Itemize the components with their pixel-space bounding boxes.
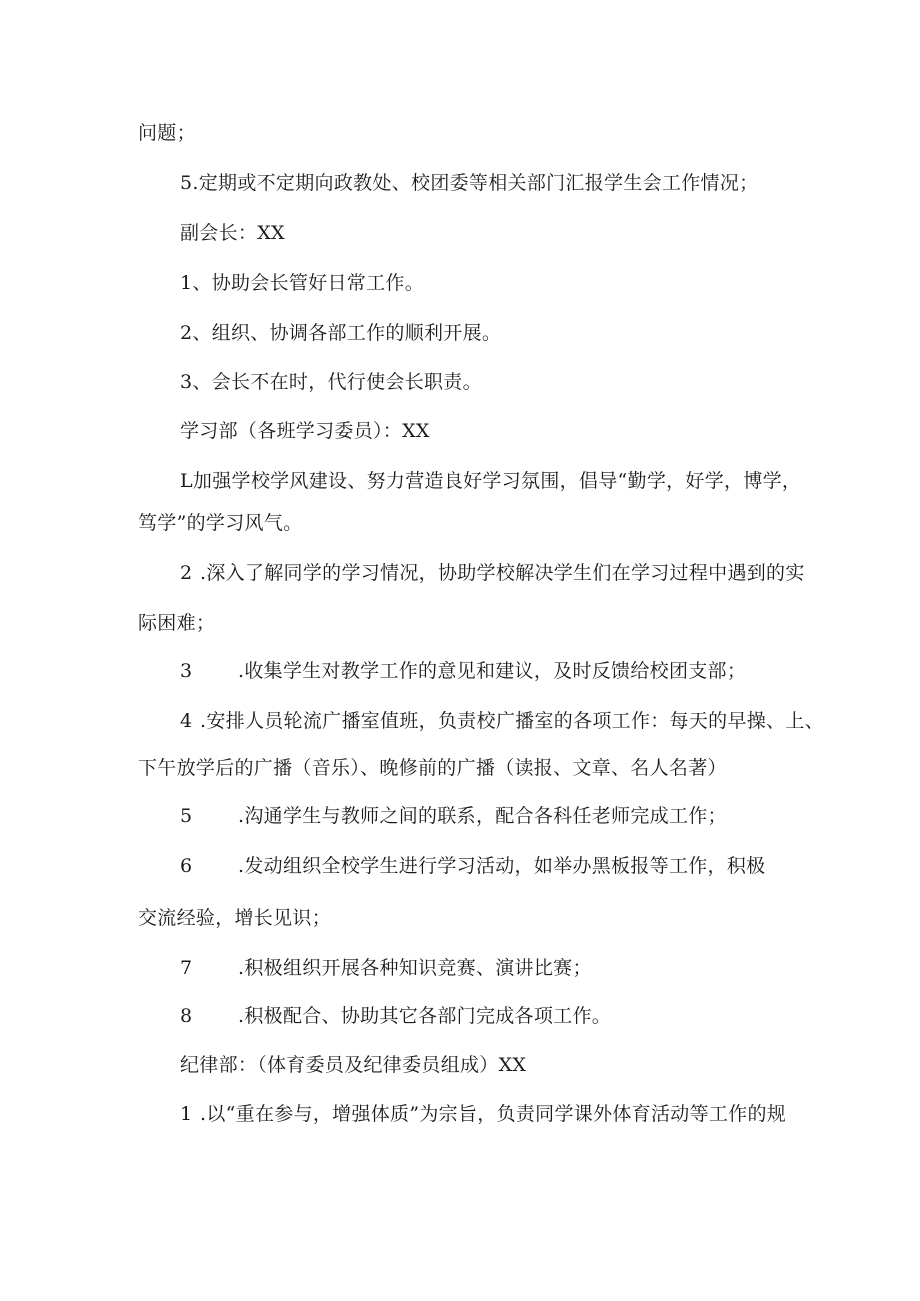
heading-vice-president: 副会长：XX — [180, 222, 285, 244]
numbered-item — [180, 804, 727, 828]
text-line: 问题； — [138, 122, 196, 144]
numbered-item — [180, 1004, 611, 1028]
item-text: .积极配合、协助其它各部门完成各项工作。 — [238, 1005, 612, 1027]
numbered-item — [180, 709, 824, 733]
text-line: 笃学”的学习风气。 — [138, 512, 303, 534]
item-number: 1 — [180, 1103, 193, 1125]
item-text: .深入了解同学的学习情况，协助学校解决学生们在学习过程中遇到的实 — [200, 562, 805, 584]
text-line: 际困难； — [138, 612, 216, 634]
heading-discipline-department: 纪律部：（体育委员及纪律委员组成）XX — [180, 1054, 527, 1076]
numbered-item — [180, 659, 746, 683]
item-text: .安排人员轮流广播室值班，负责校广播室的各项工作：每天的早操、上、 — [200, 710, 824, 732]
numbered-item — [180, 561, 805, 585]
item-number: 6 — [180, 855, 193, 877]
text-line: 下午放学后的广播（音乐）、晚修前的广播（读报、文章、名人名著） — [138, 757, 727, 779]
item-text: .积极组织开展各种知识竞赛、演讲比赛； — [238, 957, 592, 979]
text-line: 交流经验，增长见识； — [138, 907, 332, 929]
item-number: 7 — [180, 957, 193, 979]
text-line: 3、会长不在时，代行使会长职责。 — [180, 371, 482, 393]
heading-study-department: 学习部（各班学习委员）：XX — [180, 420, 430, 442]
item-number: 2 — [180, 562, 193, 584]
text-line: L加强学校学风建设、努力营造良好学习氛围，倡导“勤学，好学，博学， — [180, 470, 802, 492]
numbered-item — [180, 854, 765, 878]
text-line: 5.定期或不定期向政教处、校团委等相关部门汇报学生会工作情况； — [180, 172, 759, 194]
numbered-item — [180, 956, 592, 980]
item-text: .以“重在参与，增强体质”为宗旨，负责同学课外体育活动等工作的规 — [200, 1103, 787, 1125]
item-number: 8 — [180, 1005, 193, 1027]
text-line: 2、组织、协调各部工作的顺利开展。 — [180, 322, 502, 344]
item-text: .沟通学生与教师之间的联系，配合各科任老师完成工作； — [238, 805, 727, 827]
item-text: .收集学生对教学工作的意见和建议，及时反馈给校团支部； — [238, 660, 747, 682]
text-line: 1、协助会长管好日常工作。 — [180, 272, 424, 294]
item-number: 4 — [180, 710, 193, 732]
item-number: 5 — [180, 805, 193, 827]
item-number: 3 — [180, 660, 193, 682]
item-text: .发动组织全校学生进行学习活动，如举办黑板报等工作，积极 — [238, 855, 766, 877]
numbered-item — [180, 1102, 786, 1126]
